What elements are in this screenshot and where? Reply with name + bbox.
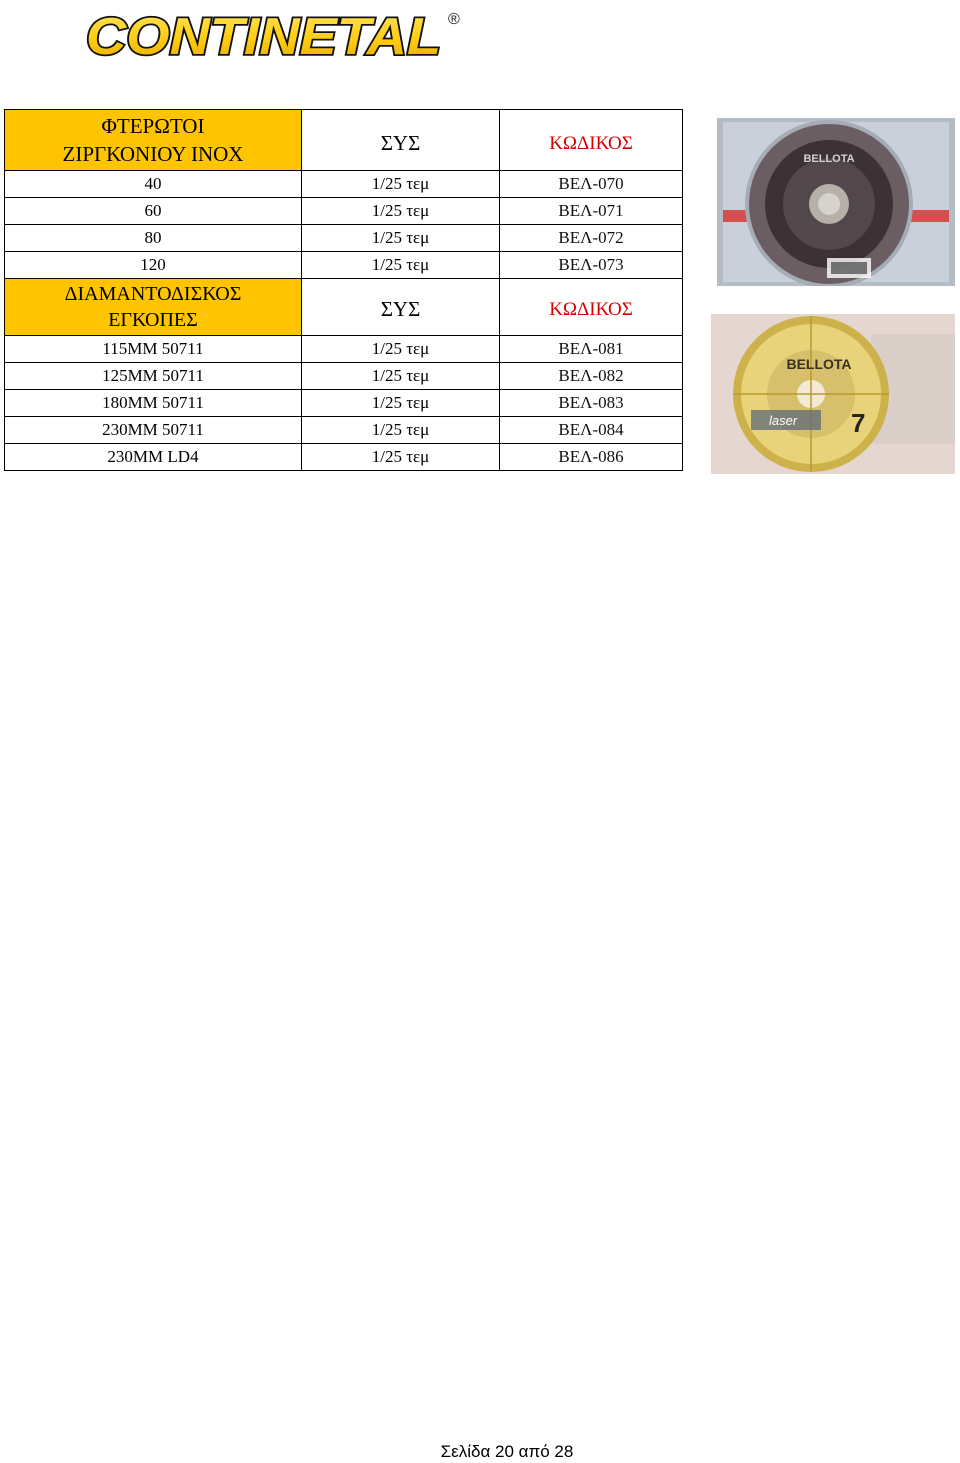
package-cell: 1/25 τεμ (302, 225, 500, 252)
column-header-code: ΚΩΔΙΚΟΣ (500, 279, 683, 336)
code-cell: ΒΕΛ-071 (500, 198, 683, 225)
table-row (5, 171, 683, 198)
section-title-line1: ΔΙΑΜΑΝΤΟΔΙΣΚΟΣ (64, 283, 242, 305)
item-cell: 230MM LD4 (5, 444, 302, 471)
continetal-logo (80, 4, 470, 66)
column-header-code: ΚΩΔΙΚΟΣ (500, 110, 683, 171)
table-row (5, 363, 683, 390)
item-cell: 125MM 50711 (5, 363, 302, 390)
section-header-flap-discs (5, 110, 683, 171)
package-cell: 1/25 τεμ (302, 417, 500, 444)
item-cell: 60 (5, 198, 302, 225)
code-cell: ΒΕΛ-070 (500, 171, 683, 198)
package-cell: 1/25 τεμ (302, 390, 500, 417)
package-cell: 1/25 τεμ (302, 336, 500, 363)
code-cell: ΒΕΛ-086 (500, 444, 683, 471)
package-cell: 1/25 τεμ (302, 171, 500, 198)
item-cell: 230MM 50711 (5, 417, 302, 444)
code-cell: ΒΕΛ-082 (500, 363, 683, 390)
table-row (5, 444, 683, 471)
code-cell: ΒΕΛ-072 (500, 225, 683, 252)
column-header-package: ΣΥΣ (302, 279, 500, 336)
section-header-diamond-discs (5, 279, 683, 336)
logo-wordmark: CONTINETAL (86, 8, 441, 66)
package-cell: 1/25 τεμ (302, 444, 500, 471)
page-number-label: Σελίδα 20 από 28 (440, 1442, 574, 1461)
package-cell: 1/25 τεμ (302, 363, 500, 390)
diamond-disc-laser-label: laser (769, 413, 798, 428)
flap-disc-product-image (717, 118, 955, 286)
diamond-disc-brand-label: BELLOTA (786, 356, 852, 372)
diamond-disc-number-label: 7 (851, 408, 866, 438)
package-cell: 1/25 τεμ (302, 252, 500, 279)
table-row (5, 198, 683, 225)
section-title-line1: ΦΤΕΡΩΤΟΙ (101, 114, 205, 138)
section-title-line2: ΖΙΡΓΚΟΝΙΟΥ INOX (62, 142, 244, 166)
section-title-flap-discs (5, 110, 302, 171)
section-title-line2: ΕΓΚΟΠΕΣ (108, 309, 198, 331)
item-cell: 115MM 50711 (5, 336, 302, 363)
section-title-diamond-discs (5, 279, 302, 336)
code-cell: ΒΕΛ-084 (500, 417, 683, 444)
code-cell: ΒΕΛ-083 (500, 390, 683, 417)
code-cell: ΒΕΛ-081 (500, 336, 683, 363)
item-cell: 80 (5, 225, 302, 252)
price-table (4, 109, 683, 471)
column-header-package: ΣΥΣ (302, 110, 500, 171)
table-row (5, 417, 683, 444)
item-cell: 40 (5, 171, 302, 198)
table-row (5, 225, 683, 252)
table-row (5, 252, 683, 279)
table-row (5, 390, 683, 417)
item-cell: 180MM 50711 (5, 390, 302, 417)
diamond-disc-product-image (711, 314, 955, 474)
flap-disc-brand-label: BELLOTA (803, 153, 855, 165)
item-cell: 120 (5, 252, 302, 279)
table-row (5, 336, 683, 363)
page-footer (0, 1442, 960, 1462)
code-cell: ΒΕΛ-073 (500, 252, 683, 279)
registered-mark: ® (448, 11, 460, 28)
package-cell: 1/25 τεμ (302, 198, 500, 225)
